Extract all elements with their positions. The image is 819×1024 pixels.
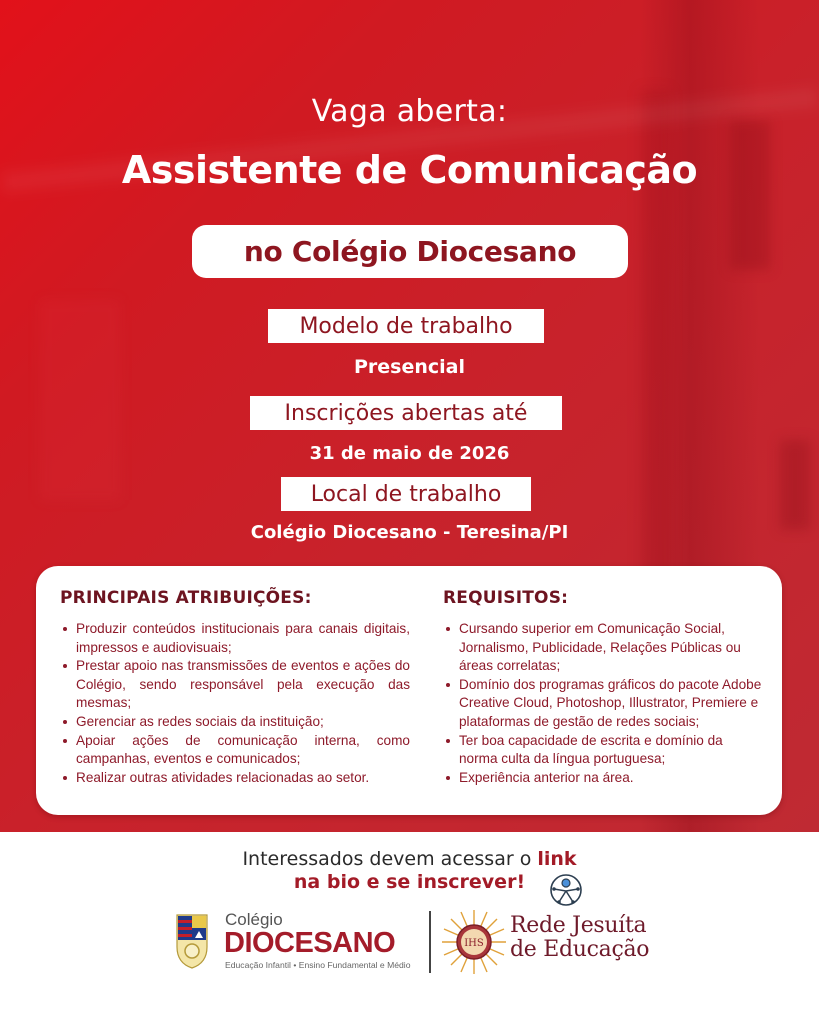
cta-prefix: Interessados devem acessar o — [242, 848, 538, 870]
svg-text:IHS: IHS — [464, 938, 484, 949]
work-location-label — [281, 477, 531, 511]
rede-jesuita-text — [510, 914, 649, 962]
location-pill — [192, 225, 628, 278]
diocesano-crest-icon — [175, 913, 209, 969]
location-pill-text: no Colégio Diocesano — [243, 235, 577, 268]
list-item: Prestar apoio nas transmissões de eventos e ações do Colégio, sendo responsável pela execução das mesmas; — [60, 657, 410, 713]
list-item: Gerenciar as redes sociais da instituição; — [60, 713, 410, 732]
call-to-action — [0, 848, 819, 894]
work-model-label-text: Modelo de trabalho — [299, 313, 513, 339]
job-opening-subtitle: Vaga aberta: — [311, 94, 508, 129]
requirements-section — [443, 588, 763, 787]
responsibilities-list — [60, 620, 410, 787]
responsibilities-heading: PRINCIPAIS ATRIBUIÇÕES: — [60, 588, 312, 608]
job-title: Assistente de Comunicação — [121, 148, 698, 192]
logo-divider — [429, 911, 431, 973]
accessibility-icon — [548, 872, 584, 908]
list-item: Cursando superior em Comunicação Social, Jornalismo, Publicidade, Relações Públicas ou áreas correlatas; — [443, 620, 763, 676]
list-item: Ter boa capacidade de escrita e domínio da norma culta da língua portuguesa; — [443, 732, 763, 769]
job-details-card — [36, 566, 782, 815]
work-model-label — [268, 309, 544, 343]
ihs-sun-emblem-icon — [440, 908, 508, 976]
background-building-wall — [40, 300, 120, 500]
registration-deadline-label — [250, 396, 562, 430]
work-location-value: Colégio Diocesano - Teresina/PI — [250, 522, 569, 543]
cta-line-1 — [0, 848, 819, 871]
background-building-window — [730, 120, 770, 270]
rede-jesuita-line-1: Rede Jesuíta — [510, 913, 647, 938]
list-item: Domínio dos programas gráficos do pacote Adobe Creative Cloud, Photoshop, Illustrator, Premiere e plataformas de gestão de redes sociais; — [443, 676, 763, 732]
rede-jesuita-logo — [440, 908, 660, 978]
list-item: Experiência anterior na área. — [443, 769, 763, 788]
work-model-value: Presencial — [353, 356, 465, 378]
requirements-list — [443, 620, 763, 787]
list-item: Produzir conteúdos institucionais para canais digitais, impressos e audiovisuais; — [60, 620, 410, 657]
list-item: Realizar outras atividades relacionadas ao setor. — [60, 769, 410, 788]
rede-jesuita-line-2: de Educação — [510, 937, 650, 962]
diocesano-logo-line-3: Educação Infantil • Ensino Fundamental e Médio — [225, 960, 411, 970]
requirements-heading: REQUISITOS: — [443, 588, 569, 608]
responsibilities-section — [60, 588, 410, 787]
diocesano-logo-line-2: DIOCESANO — [224, 927, 396, 959]
cta-link-text: link — [537, 848, 577, 870]
registration-deadline-value: 31 de maio de 2026 — [309, 443, 510, 464]
registration-deadline-label-text: Inscrições abertas até — [284, 400, 528, 426]
cta-line-2: na bio e se inscrever! — [293, 871, 526, 893]
list-item: Apoiar ações de comunicação interna, como campanhas, eventos e comunicados; — [60, 732, 410, 769]
colegio-diocesano-logo — [175, 910, 415, 972]
diocesano-logo-line-1: Colégio — [225, 910, 283, 929]
work-location-label-text: Local de trabalho — [310, 481, 502, 507]
